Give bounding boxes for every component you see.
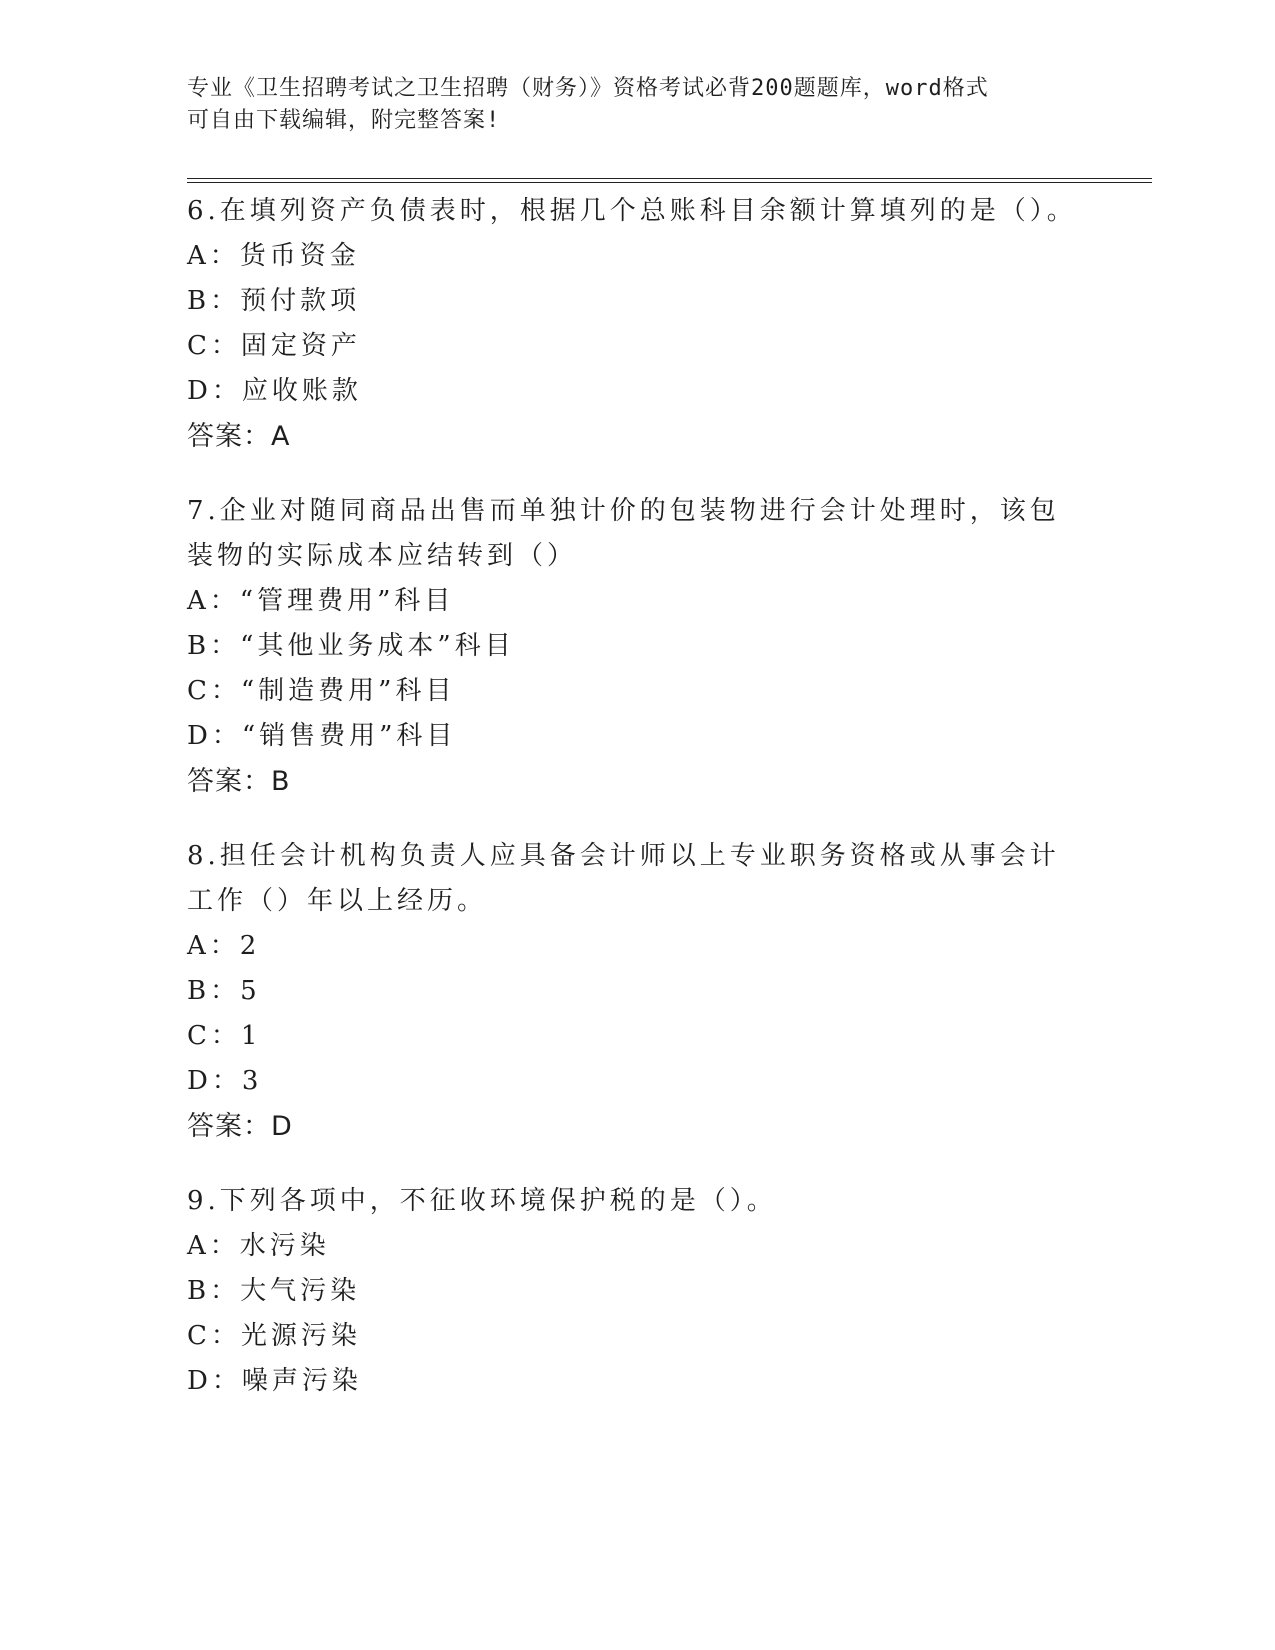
answer: 答案：D [187,1111,293,1142]
option-b: B：大气污染 [187,1276,361,1306]
question-list [187,189,1087,1434]
option-b: B：“其他业务成本”科目 [187,631,515,661]
option-c: C：光源污染 [187,1321,361,1351]
header-line-1: 专业《卫生招聘考试之卫生招聘（财务）》资格考试必背200题题库，word格式 [187,76,989,101]
header-line-2: 可自由下载编辑，附完整答案! [187,108,501,133]
option-a: A：水污染 [187,1231,330,1261]
question-text: 6.在填列资产负债表时，根据几个总账科目余额计算填列的是（）。 [187,196,1077,226]
option-d: D：“销售费用”科目 [187,721,457,751]
header-divider-top [187,178,1152,179]
question-6 [187,189,1087,459]
option-a: A：货币资金 [187,241,360,271]
option-c: C：“制造费用”科目 [187,676,456,706]
option-c: C：1 [187,1021,262,1051]
question-text: 8.担任会计机构负责人应具备会计师以上专业职务资格或从事会计工作（）年以上经历。 [187,841,1060,916]
option-b: B：5 [187,976,261,1006]
option-c: C：固定资产 [187,331,361,361]
option-a: A：2 [187,931,261,961]
option-d: D：噪声污染 [187,1366,362,1396]
question-8 [187,834,1087,1149]
question-text: 9.下列各项中，不征收环境保护税的是（）。 [187,1186,777,1216]
option-b: B：预付款项 [187,286,361,316]
option-a: A：“管理费用”科目 [187,586,455,616]
question-7 [187,489,1087,804]
header-divider-bottom [187,182,1152,183]
option-d: D：应收账款 [187,376,362,406]
option-d: D：3 [187,1066,263,1096]
answer: 答案：A [187,421,291,452]
question-text: 7.企业对随同商品出售而单独计价的包装物进行会计处理时，该包装物的实际成本应结转到（） [187,496,1060,571]
question-9 [187,1179,1087,1404]
document-header [187,73,1087,137]
answer: 答案：B [187,766,291,797]
